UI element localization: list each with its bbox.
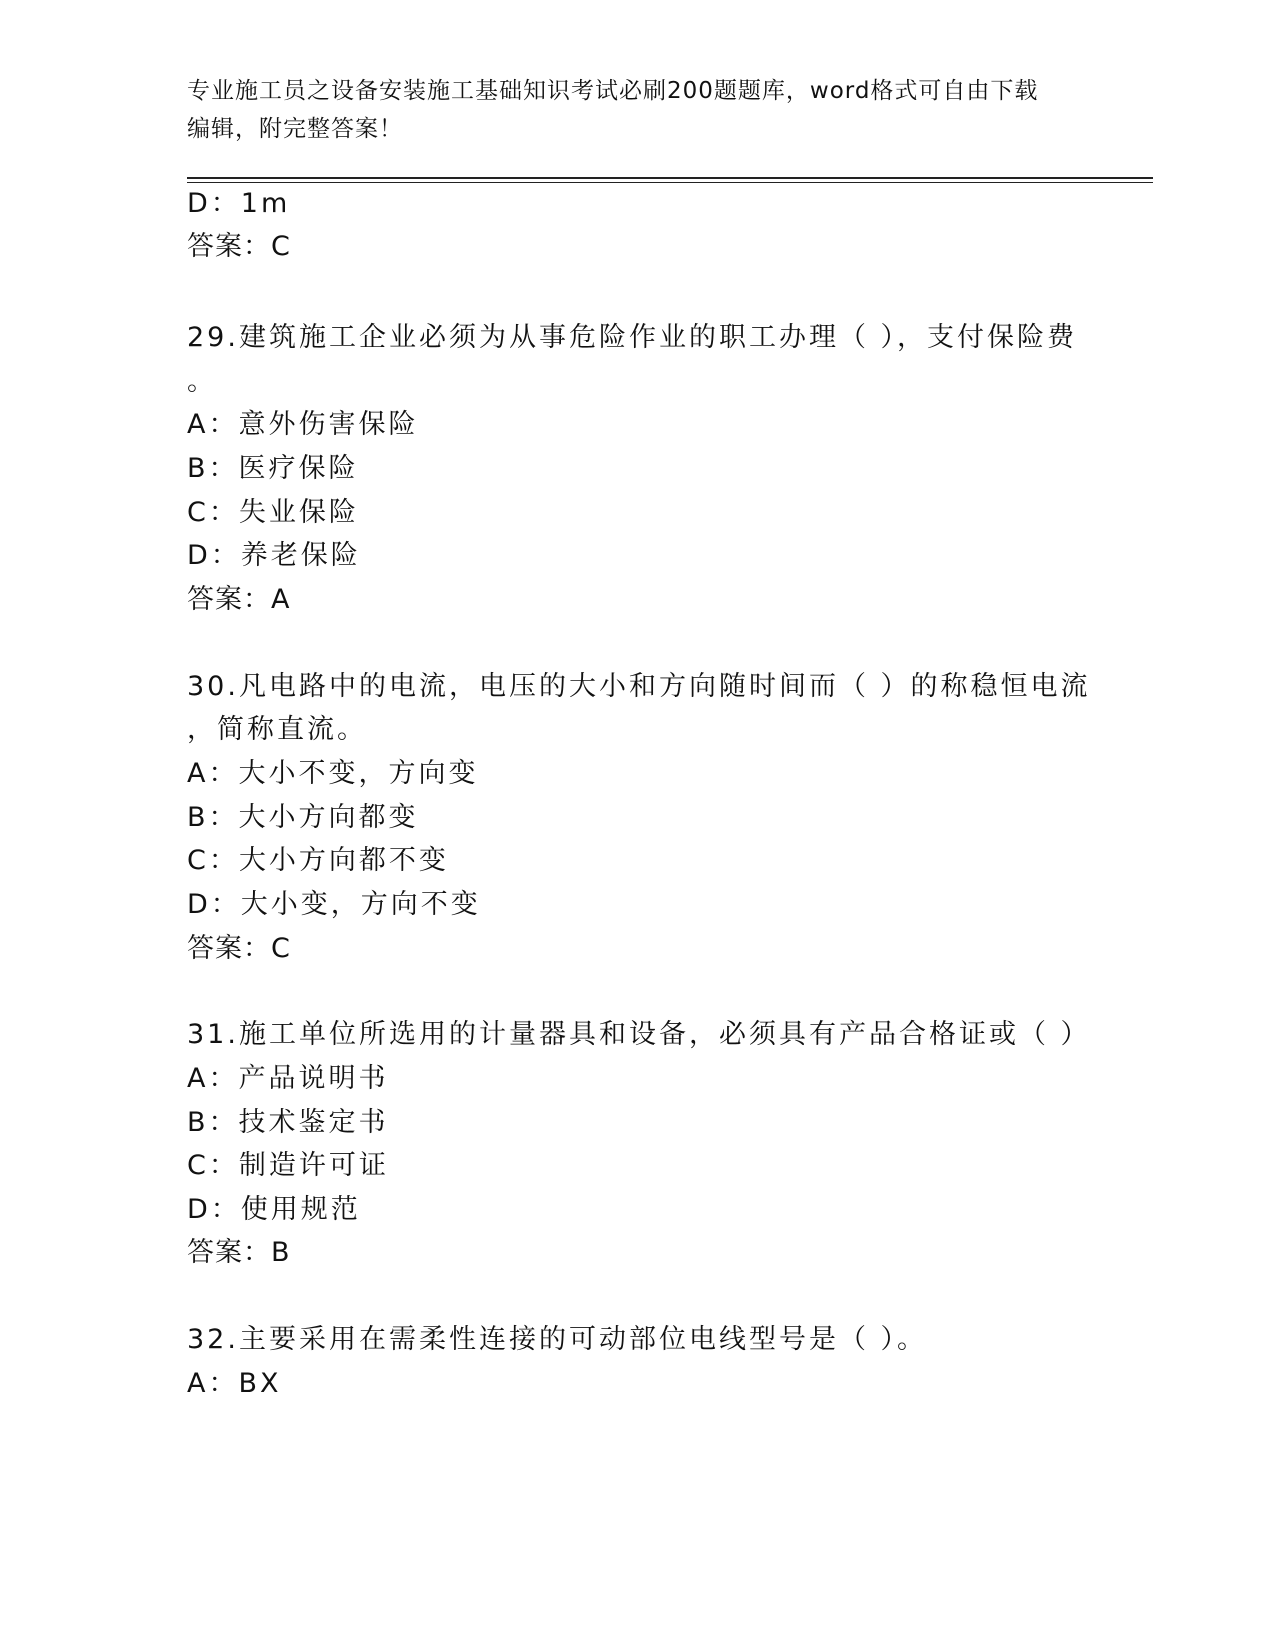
question-30-stem-line-2: ，简称直流。	[187, 714, 367, 745]
header-divider-thin	[187, 182, 1153, 183]
question-32-stem-line-1: 32.主要采用在需柔性连接的可动部位电线型号是（ ）。	[187, 1324, 928, 1355]
question-31-stem-line-1: 31.施工单位所选用的计量器具和设备，必须具有产品合格证或（ ）	[187, 1019, 1091, 1050]
question-29-option-a: A：意外伤害保险	[187, 409, 419, 440]
question-31-answer: 答案：B	[187, 1237, 291, 1268]
header-title-line-1: 专业施工员之设备安装施工基础知识考试必刷200题题库，word格式可自由下载	[187, 78, 1039, 104]
prev-question-option-d: D：1m	[187, 188, 291, 219]
prev-question-answer: 答案：C	[187, 231, 291, 262]
question-32-option-a: A：BX	[187, 1368, 282, 1399]
question-29-stem-line-2: 。	[187, 366, 217, 397]
question-31-option-b: B：技术鉴定书	[187, 1107, 389, 1138]
question-30-option-d: D：大小变，方向不变	[187, 889, 481, 920]
question-29-option-b: B：医疗保险	[187, 453, 359, 484]
question-31-option-a: A：产品说明书	[187, 1063, 389, 1094]
question-29-stem-line-1: 29.建筑施工企业必须为从事危险作业的职工办理（ ），支付保险费	[187, 322, 1078, 353]
question-29-option-d: D：养老保险	[187, 540, 361, 571]
question-29-option-c: C：失业保险	[187, 497, 359, 528]
header-title-line-2: 编辑，附完整答案！	[187, 116, 403, 142]
question-30-option-c: C：大小方向都不变	[187, 845, 449, 876]
question-30-option-a: A：大小不变，方向变	[187, 758, 479, 789]
question-29-answer: 答案：A	[187, 584, 291, 615]
document-header	[187, 72, 1087, 148]
question-30-option-b: B：大小方向都变	[187, 802, 419, 833]
question-30-stem-line-1: 30.凡电路中的电流，电压的大小和方向随时间而（ ）的称稳恒电流	[187, 671, 1091, 702]
question-31-option-d: D：使用规范	[187, 1194, 361, 1225]
question-31-option-c: C：制造许可证	[187, 1150, 389, 1181]
header-divider-thick	[187, 177, 1153, 179]
question-30-answer: 答案：C	[187, 933, 291, 964]
